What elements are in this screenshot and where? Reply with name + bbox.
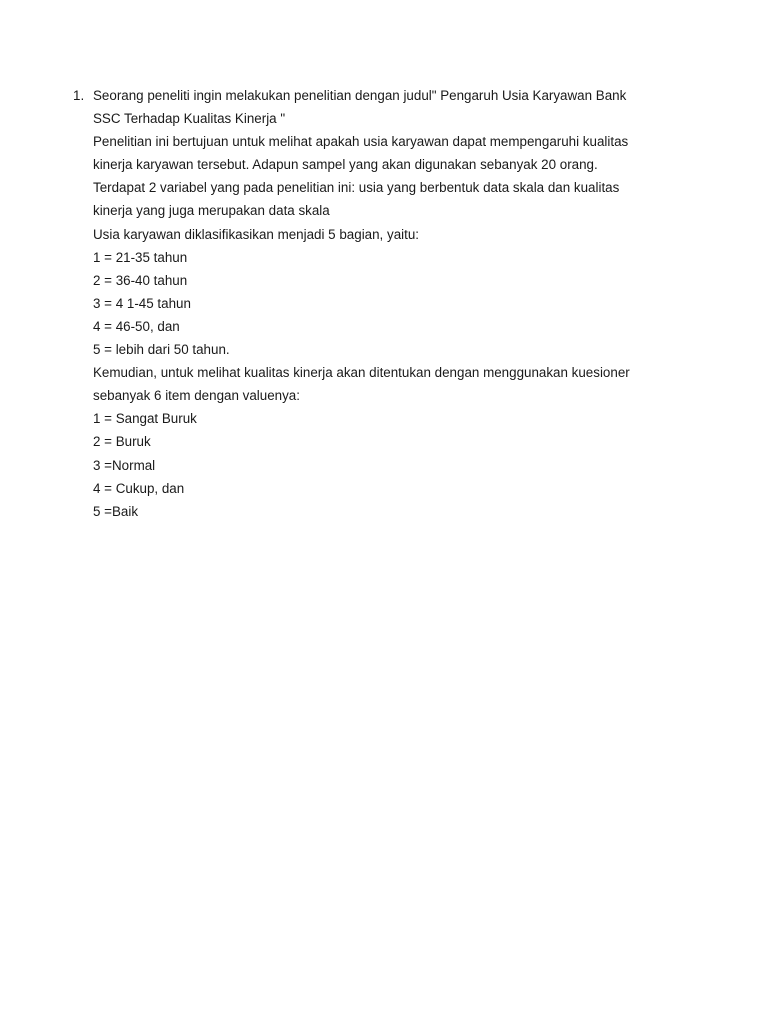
age-category-1: 1 = 21-35 tahun [93,249,188,265]
list-item-number: 1. [73,88,85,103]
text-line-purpose-1: Penelitian ini bertujuan untuk melihat apakah usia karyawan dapat mempengaruhi kualitas [93,134,629,150]
performance-scale-3: 3 =Normal [93,457,156,473]
performance-scale-4: 4 = Cukup, dan [93,480,185,496]
performance-scale-1: 1 = Sangat Buruk [93,411,197,427]
text-line-title-2: SSC Terhadap Kualitas Kinerja " [93,111,286,127]
text-line-age-intro: Usia karyawan diklasifikasikan menjadi 5 bagian, yaitu: [93,226,420,242]
text-line-questionnaire-2: sebanyak 6 item dengan valuenya: [93,388,300,404]
text-line-variables-2: kinerja yang juga merupakan data skala [93,203,330,219]
numbered-list-item [73,84,693,523]
age-category-5: 5 = lebih dari 50 tahun. [93,342,230,358]
text-line-questionnaire-1: Kemudian, untuk melihat kualitas kinerja akan ditentukan dengan menggunakan kuesioner [93,365,630,381]
performance-scale-5: 5 =Baik [93,503,139,519]
age-category-3: 3 = 4 1-45 tahun [93,295,191,311]
text-line-purpose-2: kinerja karyawan tersebut. Adapun sampel yang akan digunakan sebanyak 20 orang. [93,157,598,173]
performance-scale-2: 2 = Buruk [93,434,151,450]
age-category-4: 4 = 46-50, dan [93,318,180,334]
age-category-2: 2 = 36-40 tahun [93,272,188,288]
text-line-variables-1: Terdapat 2 variabel yang pada penelitian ini: usia yang berbentuk data skala dan kualitas [93,180,620,196]
document-content [73,84,693,523]
text-line-title-1: Seorang peneliti ingin melakukan penelitian dengan judul" Pengaruh Usia Karyawan Bank [93,88,627,103]
list-item-body [93,84,693,523]
